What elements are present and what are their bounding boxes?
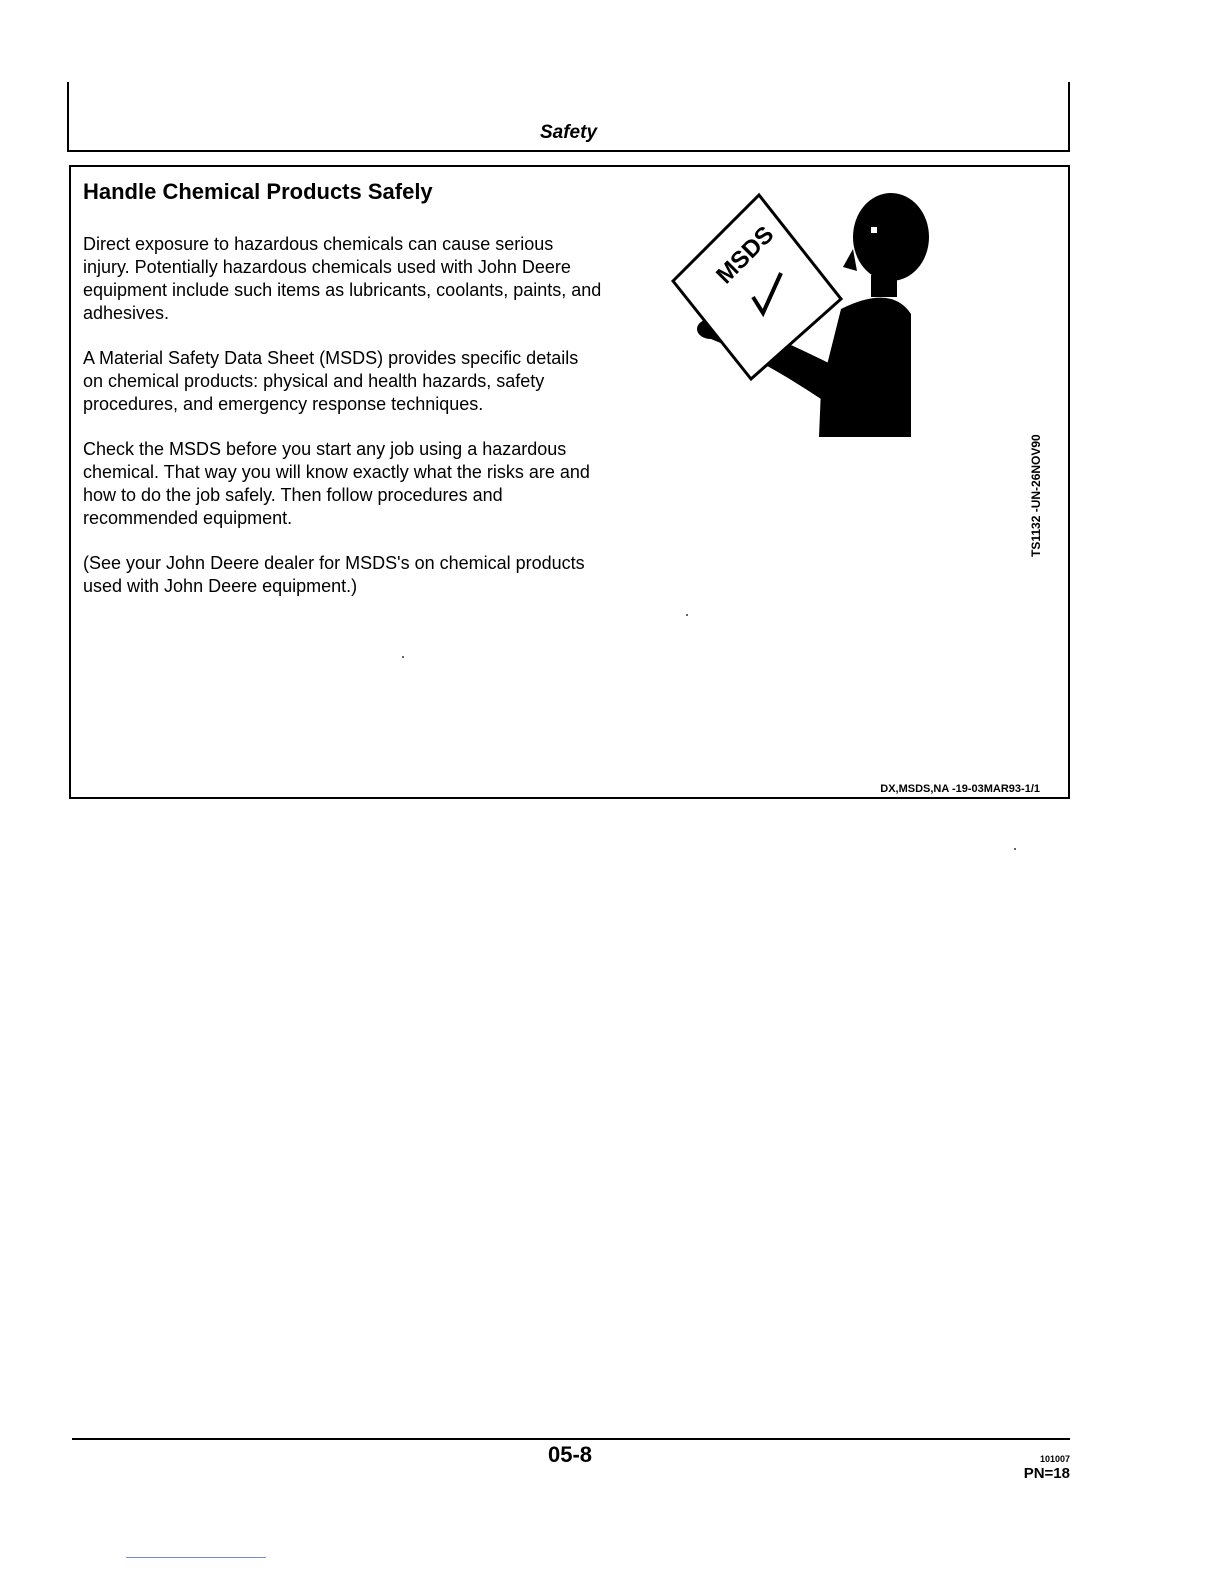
- link-underline: [126, 1557, 266, 1558]
- paragraph-check-msds: Check the MSDS before you start any job using a hazardous chemical. That way you will know exactly what the risks are and how to do the job safely. Then follow procedures and recommended equipment.: [83, 439, 590, 528]
- msds-sheet-label: MSDS: [711, 221, 780, 290]
- section-heading: Handle Chemical Products Safely: [83, 179, 433, 204]
- paragraph-exposure: Direct exposure to hazardous chemicals can cause serious injury. Potentially hazardous chemicals used with John Deere equipment include such items as lubricants, coolants, paints, and adhesives.: [83, 234, 602, 323]
- scan-speck: [1014, 848, 1016, 850]
- footer-divider: [72, 1438, 1070, 1440]
- paragraph-see-dealer: (See your John Deere dealer for MSDS's on chemical products used with John Deere equipment.): [83, 553, 585, 596]
- section-title: Safety: [539, 122, 598, 143]
- page-header: [67, 82, 1070, 152]
- pn-code: PN=18: [1023, 1465, 1070, 1482]
- paragraph-msds-definition: A Material Safety Data Sheet (MSDS) provides specific details on chemical products: physical and health hazards, safety procedures, and emergency response techniques.: [83, 348, 579, 414]
- section-body: [83, 233, 603, 620]
- scan-speck: [686, 614, 688, 616]
- scan-speck: [402, 656, 404, 658]
- page-number: 05-8: [548, 1442, 593, 1467]
- document-code: 101007: [1039, 1454, 1070, 1464]
- figure-id: TS1132 -UN-26NOV90: [1029, 434, 1043, 557]
- reference-code: DX,MSDS,NA -19-03MAR93-1/1: [880, 783, 1040, 795]
- person-reading-msds-icon: [671, 189, 941, 439]
- safety-section: [69, 165, 1070, 799]
